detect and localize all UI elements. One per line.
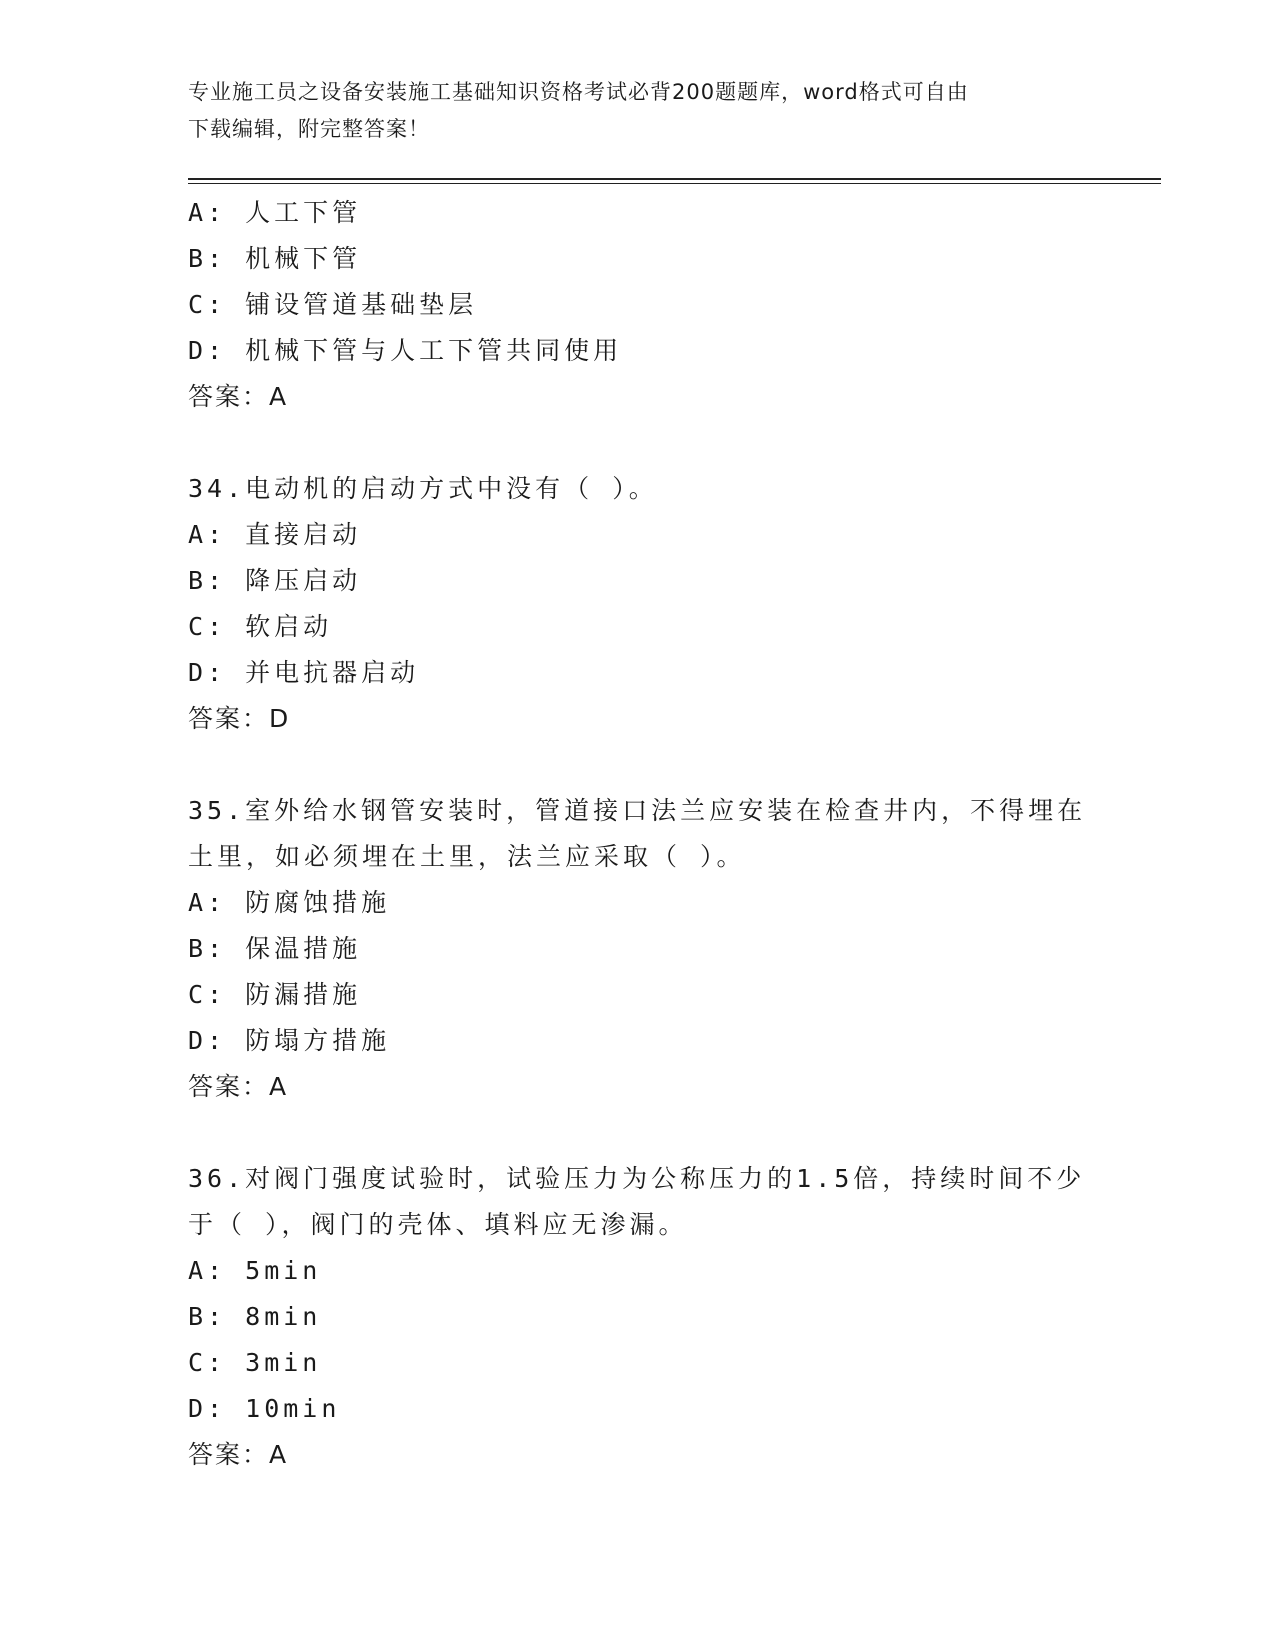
answer-label: 答案：A <box>188 382 289 411</box>
option-b: B: 机械下管 <box>188 244 362 273</box>
header-divider-thin <box>188 183 1161 184</box>
question-stem-line-2: 土里，如必须埋在土里，法兰应采取（ ）。 <box>188 842 746 871</box>
option-d: D: 防塌方措施 <box>188 1026 391 1055</box>
option-a: A: 人工下管 <box>188 198 362 227</box>
document-header <box>188 74 1088 148</box>
question-stem-line-1: 36.对阀门强度试验时，试验压力为公称压力的1.5倍，持续时间不少 <box>188 1164 1086 1193</box>
answer-label: 答案：A <box>188 1072 289 1101</box>
option-d: D: 并电抗器启动 <box>188 658 420 687</box>
answer-label: 答案：A <box>188 1440 289 1469</box>
option-c: C: 铺设管道基础垫层 <box>188 290 478 319</box>
option-c: C: 防漏措施 <box>188 980 362 1009</box>
option-c: C: 3min <box>188 1348 322 1377</box>
header-title-line-2: 下载编辑，附完整答案！ <box>188 117 430 141</box>
question-spacer <box>188 742 1088 788</box>
option-b: B: 8min <box>188 1302 322 1331</box>
option-a: A: 5min <box>188 1256 322 1285</box>
question-spacer <box>188 420 1088 466</box>
option-c: C: 软启动 <box>188 612 333 641</box>
question-spacer <box>188 1110 1088 1156</box>
header-divider-thick <box>188 178 1161 180</box>
option-b: B: 保温措施 <box>188 934 362 963</box>
question-34 <box>188 466 1088 742</box>
header-title-line-1: 专业施工员之设备安装施工基础知识资格考试必背200题题库，word格式可自由 <box>188 80 969 104</box>
answer-label: 答案：D <box>188 704 291 733</box>
option-d: D: 机械下管与人工下管共同使用 <box>188 336 623 365</box>
question-list <box>188 190 1088 1478</box>
question-35 <box>188 788 1088 1110</box>
question-stem-line-2: 于（ ），阀门的壳体、填料应无渗漏。 <box>188 1210 688 1239</box>
question-36 <box>188 1156 1088 1478</box>
option-a: A: 防腐蚀措施 <box>188 888 391 917</box>
question-33 <box>188 190 1088 420</box>
question-stem: 34.电动机的启动方式中没有（ ）。 <box>188 474 658 503</box>
option-a: A: 直接启动 <box>188 520 362 549</box>
option-d: D: 10min <box>188 1394 341 1423</box>
question-stem-line-1: 35.室外给水钢管安装时，管道接口法兰应安装在检查井内，不得埋在 <box>188 796 1087 825</box>
option-b: B: 降压启动 <box>188 566 362 595</box>
